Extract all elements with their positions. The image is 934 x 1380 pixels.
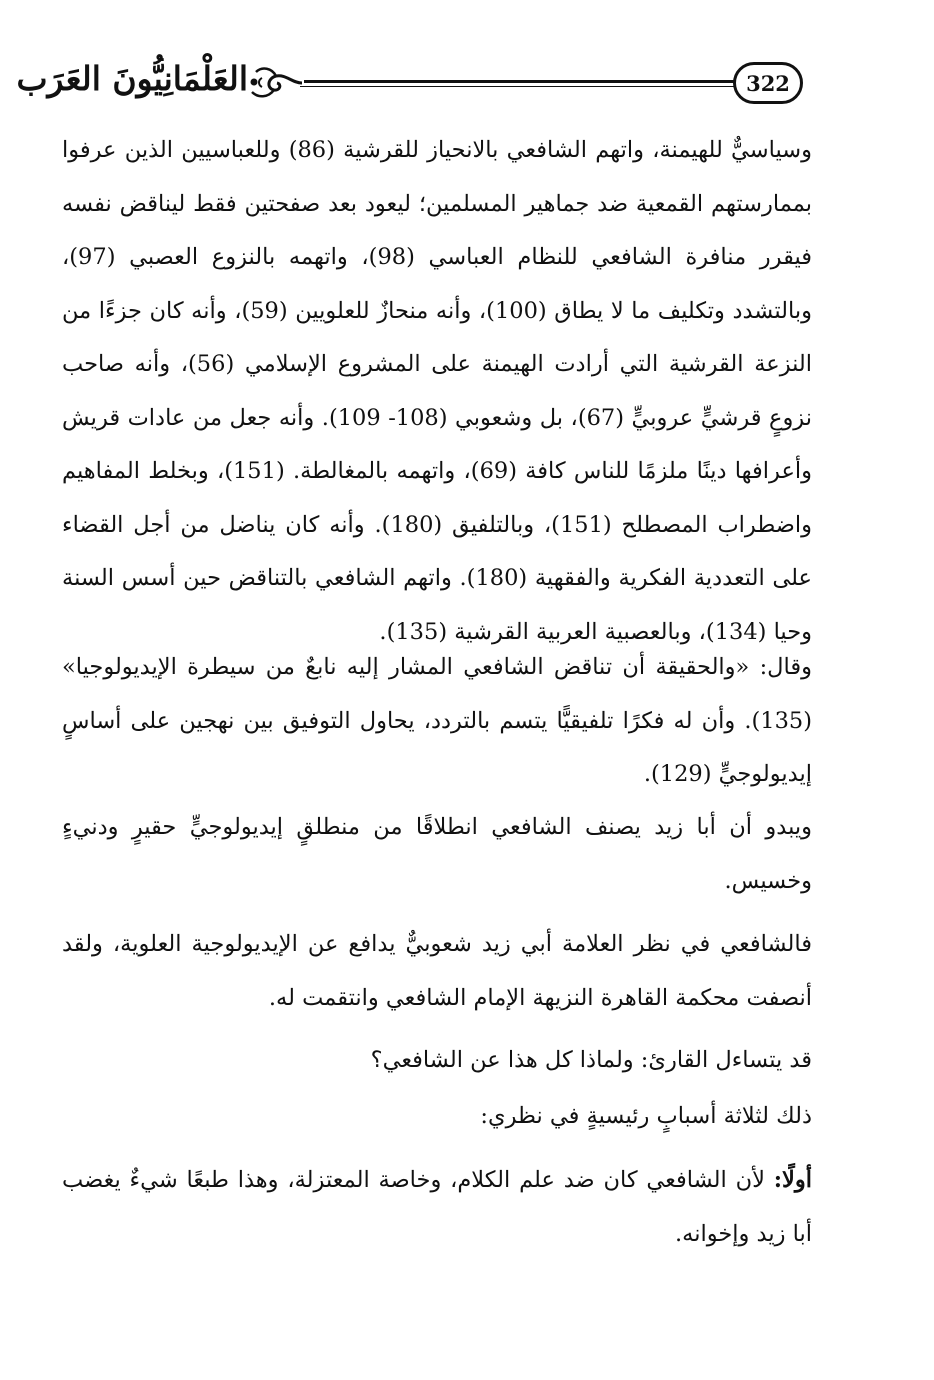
page-number: 322 (746, 70, 790, 96)
paragraph-5: قد يتساءل القارئ: ولماذا كل هذا عن الشافعي؟ (370, 1047, 812, 1073)
header-rule (304, 80, 736, 83)
paragraph-1: وسياسيٌّ للهيمنة، واتهم الشافعي بالانحياز للقرشية (86) وللعباسيين الذين عرفوا بممارستهم القمعية ضد جماهير المسلمين؛ ليعود بعد صفحتين فقط ليناقض نفسه فيقرر منافرة الشافعي للنظام العباسي (98)، واتهمه بالنزوع العصبي (97)، وبالتشدد وتكليف ما لا يطاق (100)، وأنه منحازٌ للعلويين (59)، وأنه كان جزءًا من النزعة القرشية التي أرادت الهيمنة على المشروع الإسلامي (56)، وأنه صاحب نزوعٍ قرشيٍّ عروبيٍّ (67)، بل وشعوبي (108- 109). وأنه جعل من عادات قريش وأعرافها دينًا ملزمًا للناس كافة (69)، واتهمه بالمغالطة. (151)، وبخلط المفاهيم واضطراب المصطلح (151)، وبالتلفيق (180). وأنه كان يناضل من أجل القضاء على التعددية الفكرية والفقهية (180). واتهم الشافعي بالتناقض حين أسس السنة وحيا (134)، وبالعصبية العربية القرشية (135). (62, 137, 813, 645)
paragraph-7-text: لأن الشافعي كان ضد علم الكلام، وخاصة المعتزلة، وهذا طبعًا شيءٌ يغضب أبا زيد وإخوانه. (62, 1167, 812, 1247)
bottom-margin (0, 1300, 934, 1380)
page-header (0, 0, 934, 125)
paragraph-6: ذلك لثلاثة أسبابٍ رئيسيةٍ في نظري: (480, 1103, 812, 1129)
paragraph-7-lead: أولًا: (773, 1167, 812, 1193)
paragraph-7 (62, 1154, 812, 1261)
paragraph-2: وقال: «والحقيقة أن تناقض الشافعي المشار إليه نابعٌ من سيطرة الإيديولوجيا» (135). وأن له فكرًا تلفيقيًّا يتسم بالتردد، يحاول التوفيق بين نهجين على أساسٍ إيديولوجيٍّ (129). (62, 654, 812, 787)
header-rule-thin (300, 86, 736, 87)
paragraph-4: فالشافعي في نظر العلامة أبي زيد شعوبيٌّ يدافع عن الإيديولوجية العلوية، ولقد أنصفت محكمة القاهرة النزيهة الإمام الشافعي وانتقمت له. (62, 931, 812, 1011)
page-number-badge (733, 62, 803, 104)
floral-ornament-icon (246, 58, 306, 106)
paragraph-3: ويبدو أن أبا زيد يصنف الشافعي انطلاقًا من منطلقٍ إيديولوجيٍّ حقيرٍ ودنيءٍ وخسيس. (62, 814, 812, 894)
book-title: العَلْمَانِيُّونَ العَرَب (16, 59, 248, 98)
